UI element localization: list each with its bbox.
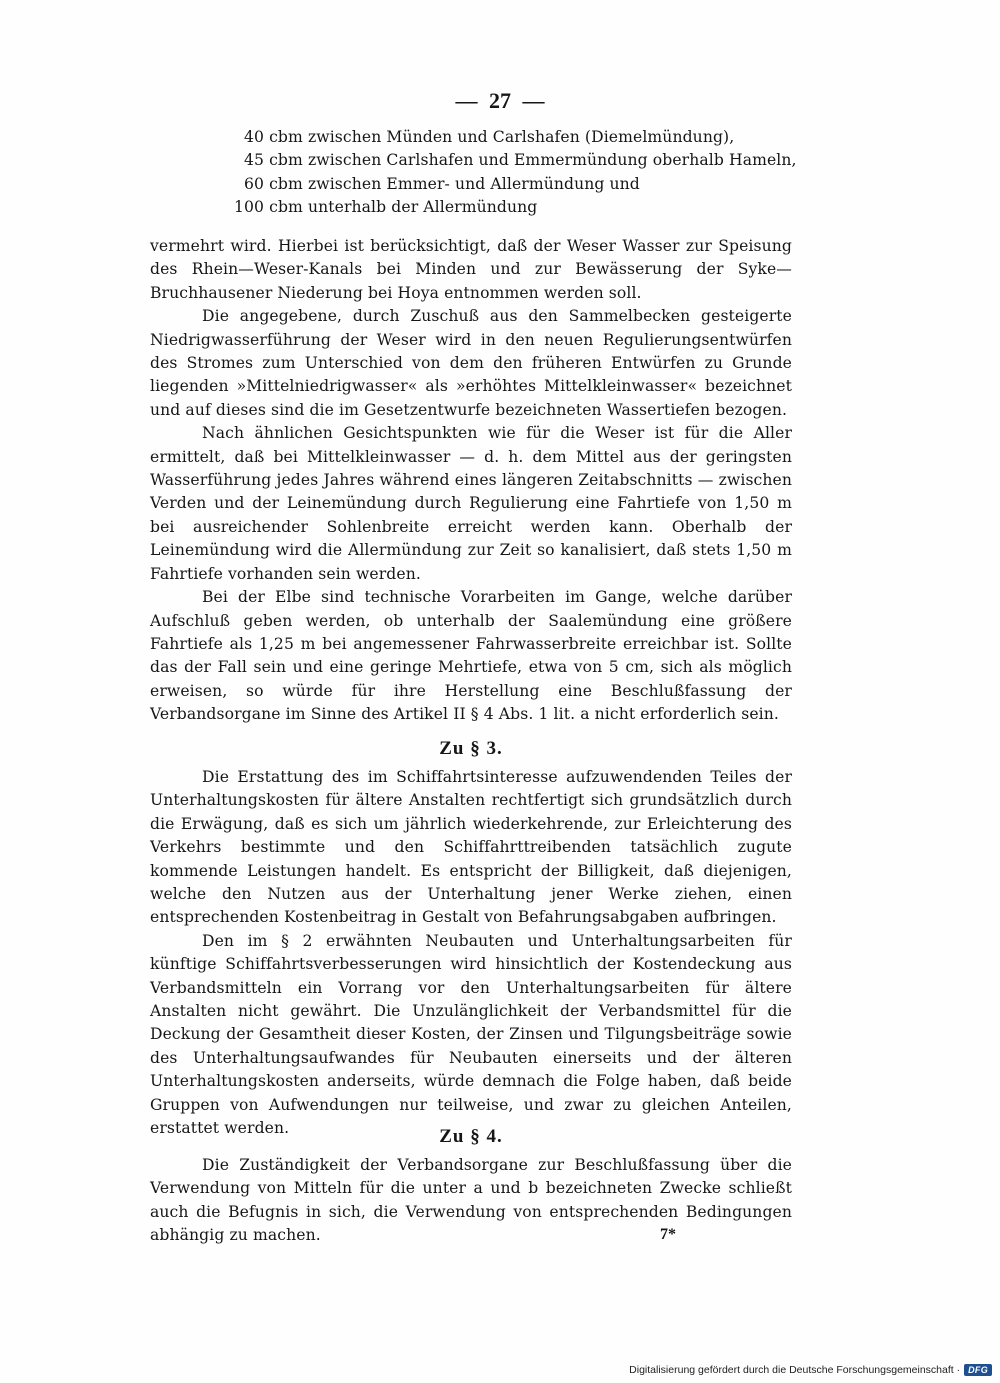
list-item: 100 cbm unterhalb der Allermündung xyxy=(234,198,538,217)
paragraph: Den im § 2 erwähnten Neubauten und Unterhaltungsarbeiten für künftige Schiffahrtsverbesserungen wird hinsichtlich der Kostendeckung aus Verbandsmitteln ein Vorrang vor den Unterhaltungsarbeiten für ältere Anstalten nicht gewährt. Die Unzulänglichkeit der Verbandsmittel für die Deckung der Gesamtheit dieser Kosten, der Zinsen und Tilgungsbeiträge sowie des Unterhaltungsaufwandes für Neubauten einerseits und der älteren Unterhaltungskosten anderseits, würde demnach die Folge haben, daß beide Gruppen von Aufwendungen nur teilweise, und zwar zu gleichen Anteilen, erstattet werden. xyxy=(150,931,792,1138)
paragraph: Bei der Elbe sind technische Vorarbeiten im Gange, welche darüber Aufschluß geben werden, ob unterhalb der Saalemündung eine größere Fahrtiefe als 1,25 m bei angemessener Fahrwasserbreite erreichbar ist. Sollte das der Fall sein und eine geringe Mehrtiefe, etwa von 5 cm, sich als möglich erweisen, so würde für ihre Herstellung eine Beschlußfassung der Verbandsorgane im Sinne des Artikel II § 4 Abs. 1 lit. a nicht erforderlich sein. xyxy=(150,588,792,724)
paragraph: vermehrt wird. Hierbei ist berücksichtigt, daß der Weser Wasser zur Speisung des Rhein—Weser-Kanals bei Minden und zur Bewässerung der Syke—Bruchhausener Niederung bei Hoya entnommen werden soll. xyxy=(150,237,792,302)
section-4-heading: Zu § 4. xyxy=(439,1126,503,1147)
paragraph: Die angegebene, durch Zuschuß aus den Sammelbecken gesteigerte Niedrigwasserführung der Weser wird in den neuen Regulierungsentwürfen des Stromes zum Unterschied von dem den früheren Entwürfen zu Grunde liegenden »Mittelniedrigwasser« als »erhöhtes Mittelkleinwasser« bezeichnet und auf dieses sind die im Gesetzentwurfe bezeichneten Wassertiefen bezogen. xyxy=(150,307,792,419)
list-item: 60 cbm zwischen Emmer- und Allermündung und xyxy=(244,174,640,193)
section-4-text xyxy=(150,1154,792,1248)
paragraph: Nach ähnlichen Gesichtspunkten wie für die Weser ist für die Aller ermittelt, daß bei Mittelkleinwasser — d. h. dem Mittel aus der geringsten Wasserführung jedes Jahres während eines längeren Zeitabschnitts — zwischen Verden und der Leinemündung durch Regulierung eine Fahrtiefe von 1,50 m bei ausreichender Sohlenbreite erreicht werden kann. Oberhalb der Leinemündung wird die Allermündung zur Zeit so kanalisiert, daß stets 1,50 m Fahrtiefe vorhanden sein werden. xyxy=(150,424,792,583)
dfg-logo-icon: DFG xyxy=(964,1364,992,1376)
sheet-signature: 7* xyxy=(660,1226,676,1243)
discharge-list xyxy=(150,126,797,220)
list-item: 40 cbm zwischen Münden und Carlshafen (Diemelmündung), xyxy=(244,128,735,146)
footer-credit: Digitalisierung gefördert durch die Deutsche Forschungsgemeinschaft · xyxy=(629,1364,961,1376)
paragraph: Die Erstattung des im Schiffahrtsinteresse aufzuwendenden Teiles der Unterhaltungskosten für ältere Anstalten rechtfertigt sich grundsätzlich durch die Erwägung, daß es sich um jährlich wiederkehrende, zur Erleichterung des Verkehrs bestimmte und den Schiffahrttreibenden tatsächlich zugute kommende Leistungen handelt. Es entspricht der Billigkeit, daß diejenigen, welche den Nutzen aus der Unterhaltung jener Werke ziehen, einen entsprechenden Kostenbeitrag in Gestalt von Befahrungsabgaben aufbringen. xyxy=(150,768,792,927)
section-2-text xyxy=(150,235,792,727)
section-4-heading-wrap xyxy=(150,1125,792,1148)
list-item: 45 cbm zwischen Carlshafen und Emmermündung oberhalb Hameln, xyxy=(244,151,797,170)
page-number: — 27 — xyxy=(455,88,545,113)
section-3-heading: Zu § 3. xyxy=(439,738,503,759)
section-3-heading-wrap xyxy=(150,737,792,760)
section-3-text xyxy=(150,766,792,1141)
paragraph: Die Zuständigkeit der Verbandsorgane zur Beschlußfassung über die Verwendung von Mitteln für die unter a und b bezeichneten Zwecke schließt auch die Befugnis in sich, die Verwendung von entsprechenden Bedingungen abhängig zu machen. xyxy=(150,1156,792,1245)
digitization-footer xyxy=(629,1364,992,1376)
